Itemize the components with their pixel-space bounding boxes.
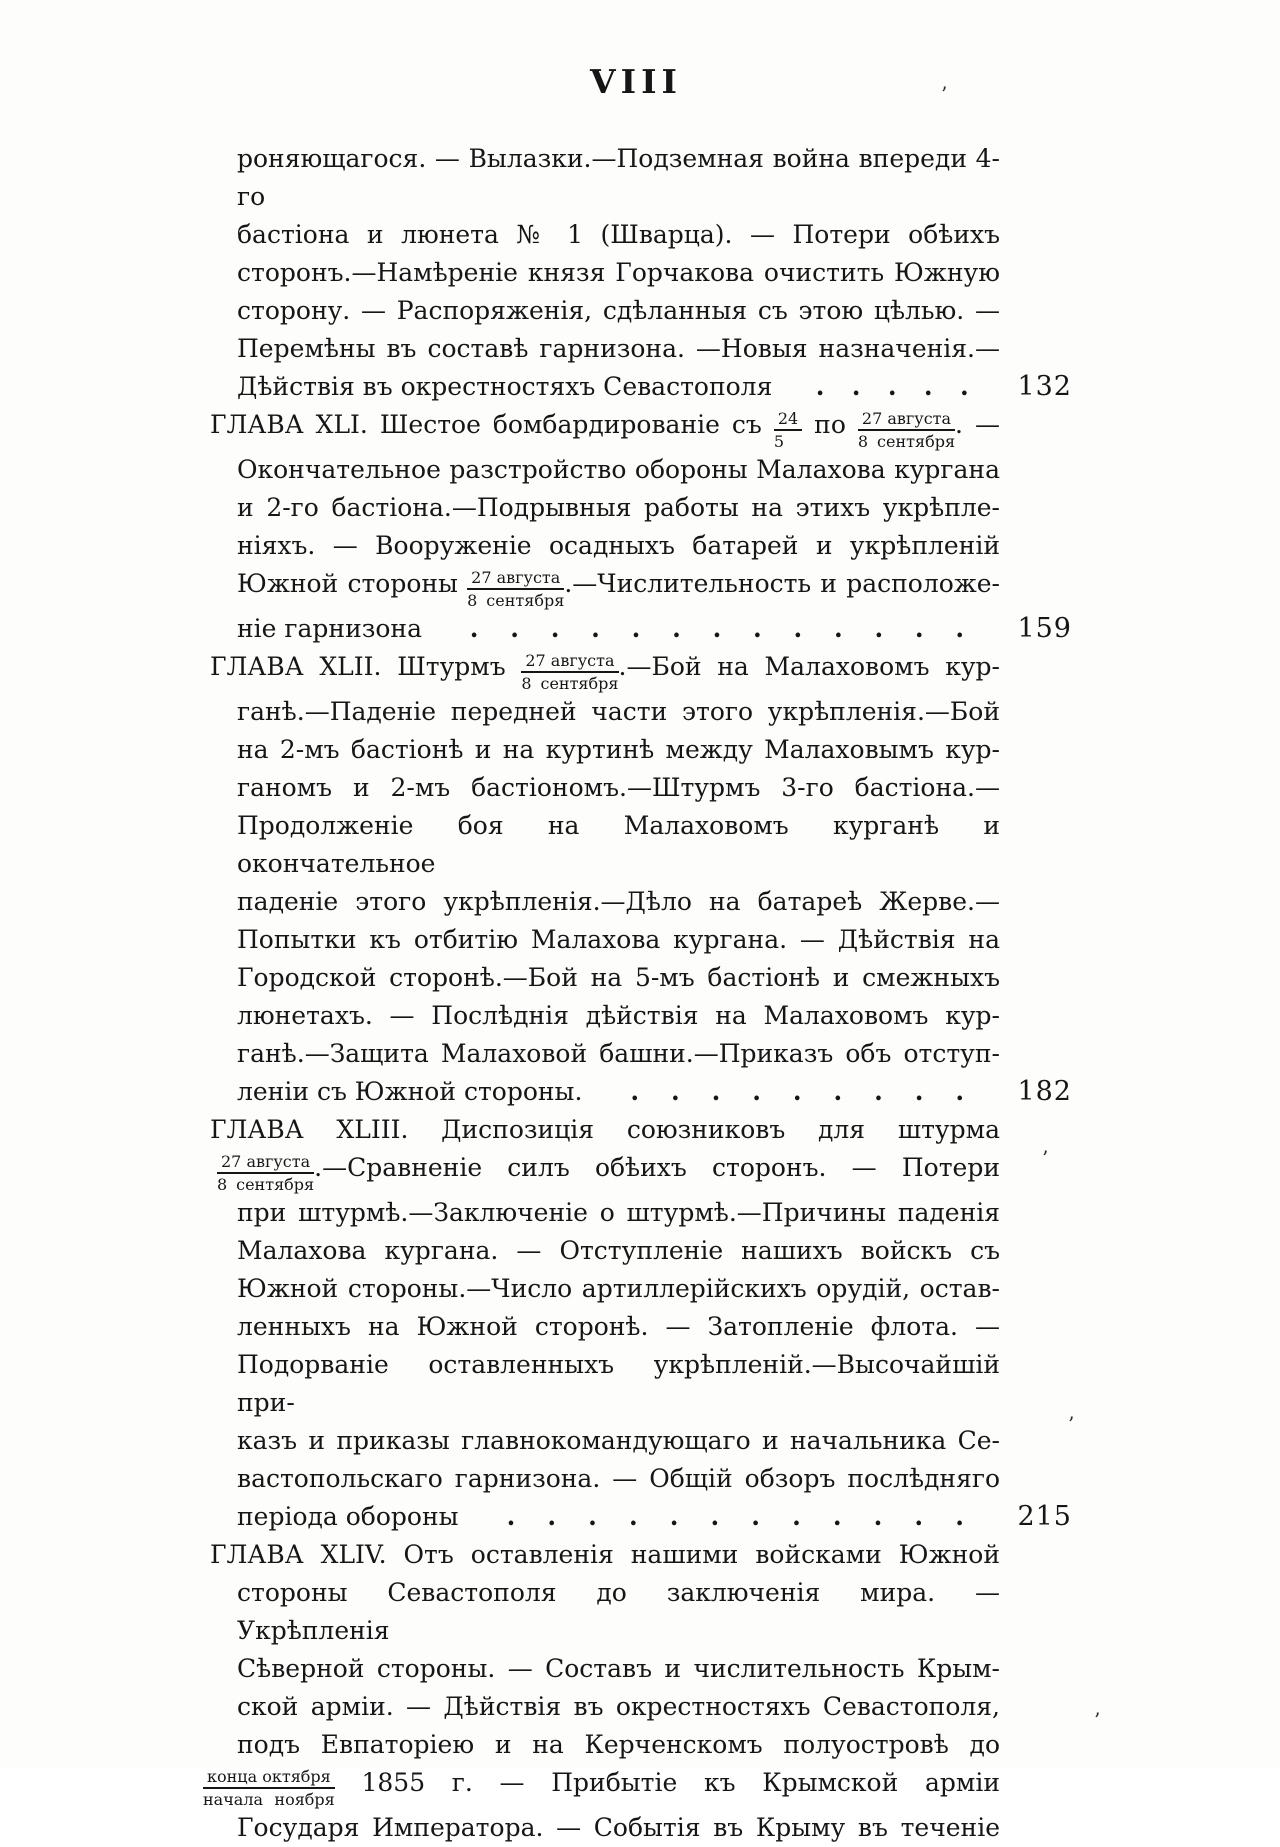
toc-text: бастіона и люнета № 1 (Шварца). — Потери обѣихъ: [237, 220, 1000, 249]
toc-text: роняющагося. — Вылазки.—Подземная война впереди 4-го: [237, 144, 1000, 211]
toc-line: [237, 610, 1072, 648]
page-number: 215: [1017, 1501, 1072, 1532]
toc-line: [237, 1809, 1000, 1847]
toc-text: подъ Евпаторіею и на Керченскомъ полуостровѣ до: [237, 1730, 1000, 1759]
dot-leader: . . . . .: [815, 372, 969, 401]
toc-text: Южной стороны.—Число артиллерійскихъ орудій, остав-: [237, 1274, 1000, 1303]
toc-text: Государя Императора. — Событія въ Крыму въ теченіе: [237, 1813, 1000, 1842]
scan-artifact: ’: [1068, 1412, 1075, 1436]
toc-text: Перемѣны въ составѣ гарнизона. —Новыя назначенія.—: [237, 334, 1000, 363]
toc-text: ніе гарнизона: [237, 614, 422, 643]
page-header-folio: VIII: [590, 62, 682, 101]
dot-leader: . . . . . . . . . . . . .: [469, 614, 965, 643]
toc-line: [237, 769, 1000, 807]
toc-text: періода обороны: [237, 1502, 459, 1531]
toc-text: ГЛАВА XLI. Шестое бомбардированіе съ: [210, 410, 774, 439]
toc-line: [237, 807, 1000, 883]
toc-line: [237, 883, 1000, 921]
toc-text: 1855 г. — Прибытіе къ Крымской арміи: [334, 1768, 1000, 1797]
date-fraction: [774, 409, 802, 451]
toc-line: [237, 1650, 1000, 1688]
toc-line: [237, 1073, 1072, 1111]
date-fraction: [858, 409, 955, 451]
toc-line: [237, 368, 1072, 406]
toc-text: Окончательное разстройство обороны Малахова кургана: [237, 455, 1000, 484]
toc-line: [237, 1308, 1000, 1346]
toc-line: [237, 1194, 1000, 1232]
toc-line: [237, 693, 1000, 731]
toc-chapter-line: [210, 1111, 1000, 1149]
toc-text: леніи съ Южной стороны.: [237, 1077, 583, 1106]
toc-text: вастопольскаго гарнизона. — Общій обзоръ послѣдняго: [237, 1464, 1000, 1493]
fraction-denominator: 8 сентября: [857, 432, 956, 451]
toc-line: [237, 140, 1000, 216]
toc-line: [237, 1460, 1000, 1498]
toc-line: [237, 997, 1000, 1035]
toc-text: ГЛАВА XLII. Штурмъ: [210, 652, 522, 681]
toc-line: [237, 1270, 1000, 1308]
date-fraction: [203, 1767, 335, 1809]
page-number: 182: [1017, 1076, 1072, 1107]
toc-line: [237, 292, 1000, 330]
toc-line: [237, 1422, 1000, 1460]
scan-artifact: ’: [941, 82, 948, 106]
date-fraction: [521, 651, 618, 693]
fraction-denominator: 8 сентября: [467, 591, 565, 610]
toc-text: ганѣ.—Паденіе передней части этого укрѣпленія.—Бой: [237, 697, 1000, 726]
toc-chapter-line: [210, 406, 1000, 451]
toc-text: ніяхъ. — Вооруженіе осадныхъ батарей и укрѣпленій: [237, 531, 1000, 560]
fraction-numerator: 27 августа: [521, 651, 618, 673]
toc-line: [203, 1764, 1000, 1809]
toc-line: [237, 527, 1000, 565]
toc-text: стороны Севастополя до заключенія мира. — Укрѣпленія: [237, 1578, 1000, 1645]
toc-text: ганомъ и 2-мъ бастіономъ.—Штурмъ 3-го бастіона.—: [237, 773, 1000, 802]
dot-leader: . . . . . . . . . . . .: [506, 1502, 964, 1531]
fraction-denominator: начала ноября: [203, 1790, 335, 1809]
date-fraction: [217, 1152, 314, 1194]
toc-text: сторону. — Распоряженія, сдѣланныя съ этою цѣлью. —: [237, 296, 1000, 325]
toc-text: Подорваніе оставленныхъ укрѣпленій.—Высочайшій при-: [237, 1350, 1000, 1417]
toc-line: [237, 731, 1000, 769]
toc-text: ГЛАВА XLIII. Диспозиція союзниковъ для штурма: [210, 1115, 1000, 1144]
toc-text: паденіе этого укрѣпленія.—Дѣло на батареѣ Жерве.—: [237, 887, 1000, 916]
toc-text: Городской сторонѣ.—Бой на 5-мъ бастіонѣ и смежныхъ: [237, 963, 1000, 992]
toc-line: [237, 1346, 1000, 1422]
fraction-numerator: 24: [774, 409, 802, 431]
toc-line: [237, 921, 1000, 959]
dot-leader: . . . . . . . . .: [630, 1077, 965, 1106]
toc-line: [237, 451, 1000, 489]
toc-line: [237, 254, 1000, 292]
fraction-numerator: 27 августа: [217, 1152, 314, 1174]
toc-text: сторонъ.—Намѣреніе князя Горчакова очистить Южную: [237, 258, 1000, 287]
toc-text: ленныхъ на Южной сторонѣ. — Затопленіе флота. —: [237, 1312, 1000, 1341]
toc-text: Дѣйствія въ окрестностяхъ Севастополя: [237, 372, 773, 401]
toc-line: [237, 1574, 1000, 1650]
scan-artifact: ’: [1042, 1146, 1049, 1170]
page-number: 159: [1017, 613, 1072, 644]
toc-text: люнетахъ. — Послѣднія дѣйствія на Малаховомъ кур-: [237, 1001, 1000, 1030]
toc-line: [217, 1149, 1000, 1194]
toc-text: .—Сравненіе силъ обѣихъ сторонъ. — Потери: [314, 1153, 1000, 1182]
fraction-denominator: 8 сентября: [521, 674, 619, 693]
toc-chapter-line: [210, 1536, 1000, 1574]
toc-text: Продолженіе боя на Малаховомъ курганѣ и окончательное: [237, 811, 1000, 878]
toc-chapter-line: [210, 648, 1000, 693]
toc-line: [237, 1726, 1000, 1764]
toc-text: при штурмѣ.—Заключеніе о штурмѣ.—Причины паденія: [237, 1198, 1000, 1227]
toc-text: по: [802, 410, 858, 439]
toc-line: [237, 1035, 1000, 1073]
toc-text: на 2-мъ бастіонѣ и на куртинѣ между Малаховымъ кур-: [237, 735, 1000, 764]
toc-text: Южной стороны: [237, 569, 468, 598]
toc-text: Попытки къ отбитію Малахова кургана. — Дѣйствія на: [237, 925, 1000, 954]
toc-lines: [203, 140, 1072, 1847]
page-number: 132: [1017, 371, 1072, 402]
fraction-numerator: 27 августа: [467, 568, 564, 590]
toc-text: и 2-го бастіона.—Подрывныя работы на этихъ укрѣпле-: [237, 493, 1000, 522]
toc-text: .—Числительность и расположе-: [564, 569, 1000, 598]
toc-text: Малахова кургана. — Отступленіе нашихъ войскъ съ: [237, 1236, 1000, 1265]
toc-line: [237, 216, 1000, 254]
toc-text: Сѣверной стороны. — Составъ и числительность Крым-: [237, 1654, 1000, 1683]
scan-artifact: ’: [1094, 1708, 1101, 1732]
fraction-numerator: конца октября: [203, 1767, 335, 1789]
toc-line: [237, 489, 1000, 527]
toc-line: [237, 1232, 1000, 1270]
toc-text: . —: [955, 410, 1000, 439]
toc-text: .—Бой на Малаховомъ кур-: [618, 652, 1000, 681]
toc-text: ГЛАВА XLIV. Отъ оставленія нашими войсками Южной: [210, 1540, 1000, 1569]
fraction-denominator: 5: [773, 432, 785, 451]
fraction-numerator: 27 августа: [858, 409, 955, 431]
toc-line: [237, 330, 1000, 368]
toc-text: ской арміи. — Дѣйствія въ окрестностяхъ Севастополя,: [237, 1692, 1000, 1721]
toc-text: казъ и приказы главнокомандующаго и начальника Се-: [237, 1426, 1000, 1455]
toc-line: [237, 959, 1000, 997]
date-fraction: [467, 568, 564, 610]
toc-line: [237, 1688, 1000, 1726]
toc-line: [237, 1498, 1072, 1536]
toc-line: [237, 565, 1000, 610]
fraction-denominator: 8 сентября: [217, 1175, 315, 1194]
toc-text: ганѣ.—Защита Малаховой башни.—Приказъ объ отступ-: [237, 1039, 1000, 1068]
